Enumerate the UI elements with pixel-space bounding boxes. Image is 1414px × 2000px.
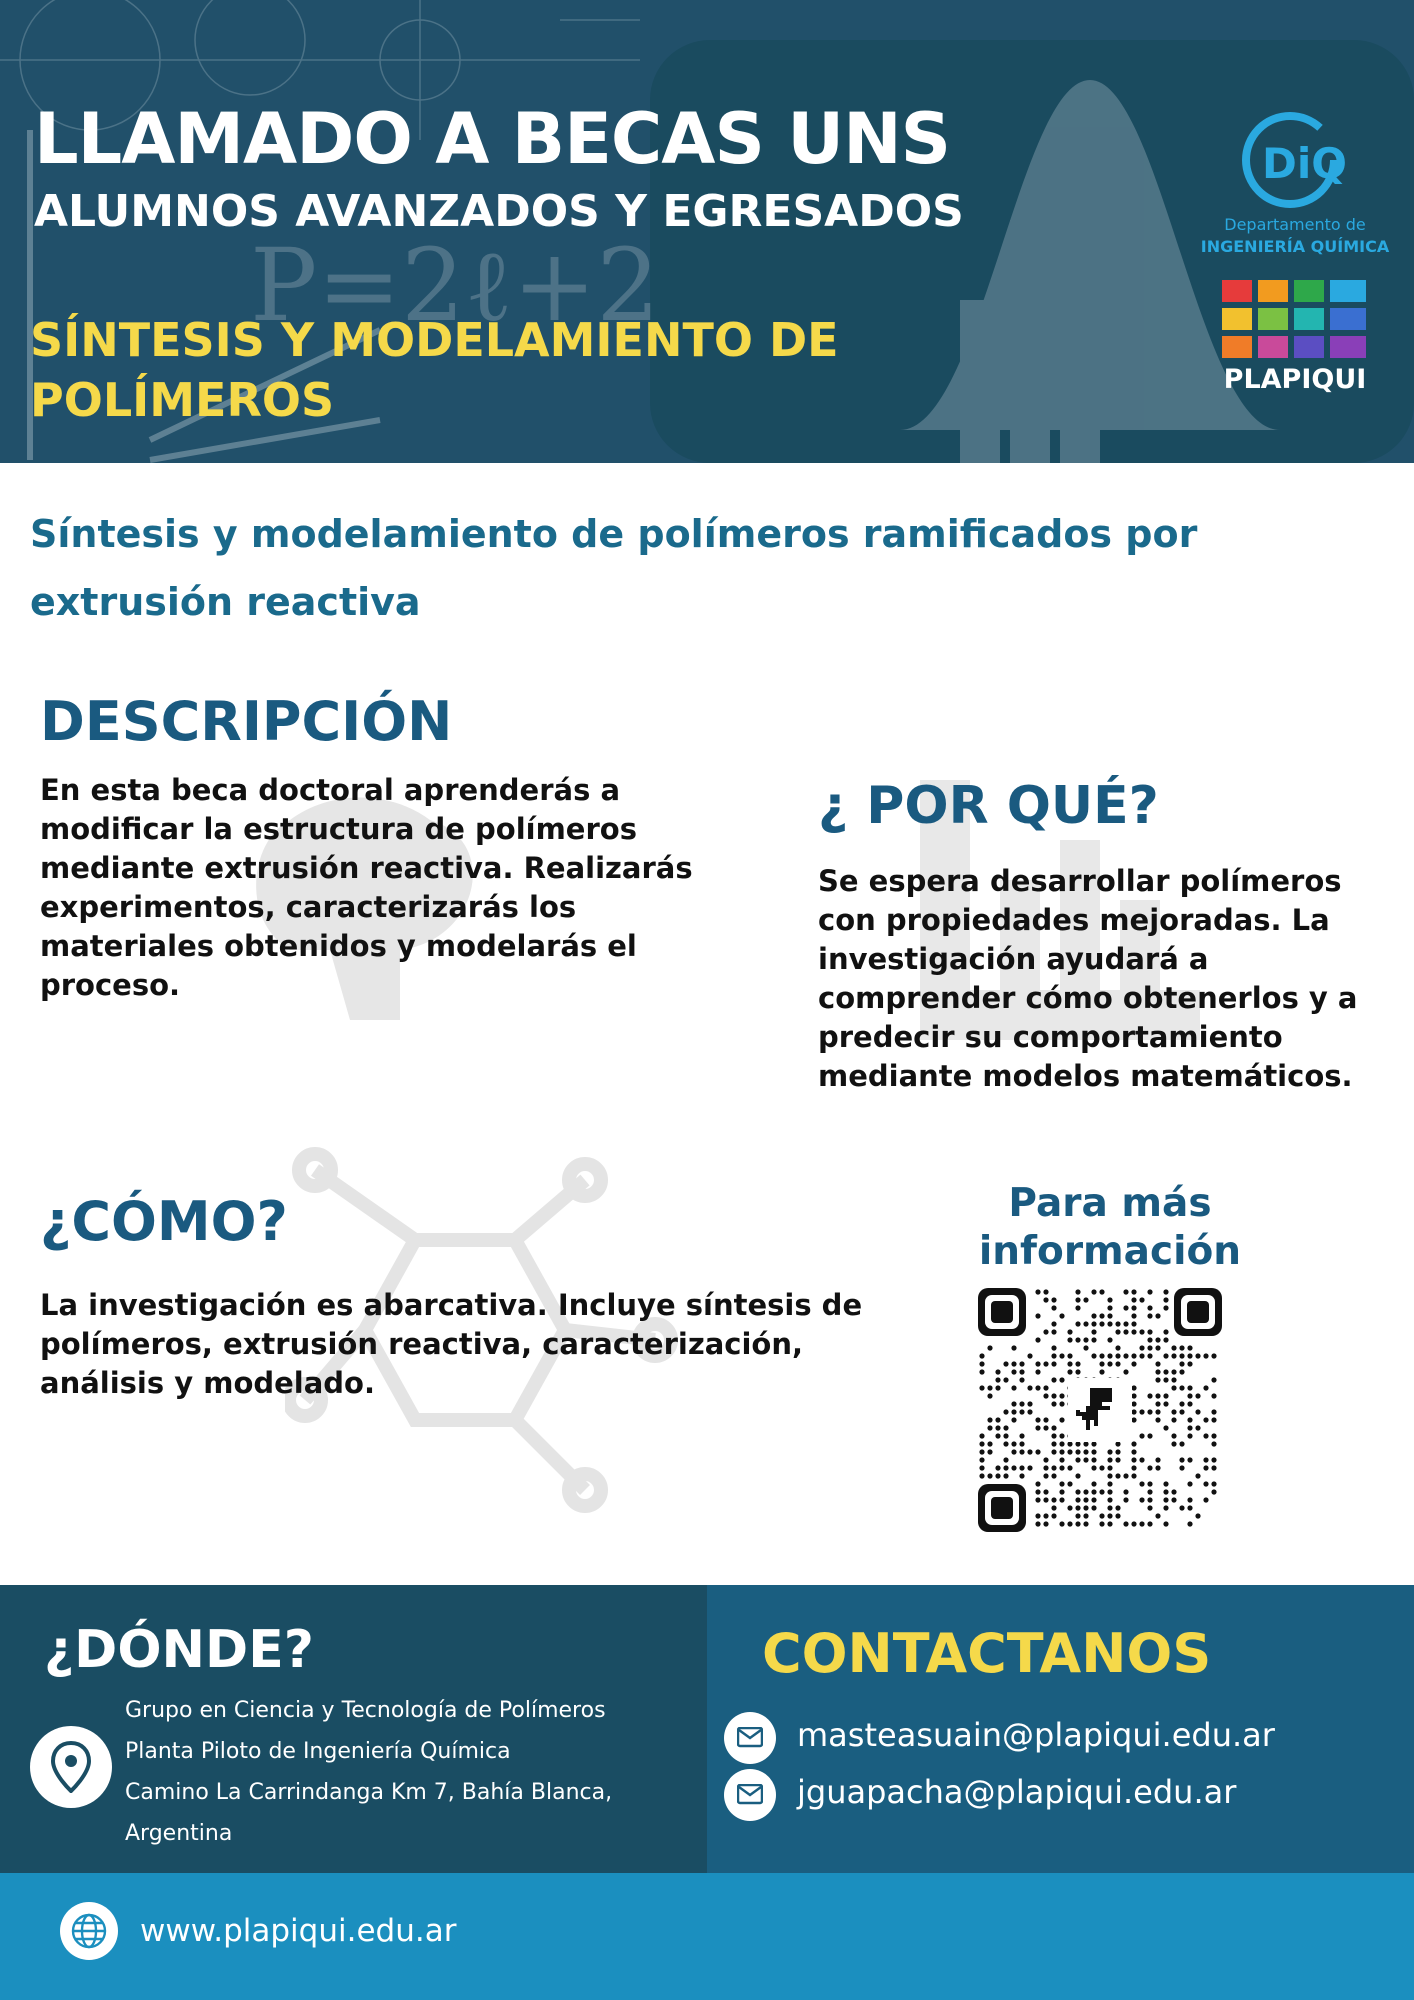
svg-text:DiQ: DiQ [1262,139,1347,188]
svg-text:P=2ℓ+2: P=2ℓ+2 [250,227,661,344]
address-line: Camino La Carrindanga Km 7, Bahía Blanca, [125,1780,613,1805]
topic-title: SÍNTESIS Y MODELAMIENTO DE POLÍMEROS [30,313,839,427]
qr-code-icon[interactable] [978,1288,1222,1532]
why-heading: ¿ POR QUÉ? [818,776,1159,836]
project-title: Síntesis y modelamiento de polímeros ramificados por extrusión reactiva [30,512,1198,624]
email-row[interactable] [724,1767,1404,1819]
envelope-icon [724,1769,776,1821]
plapiqui-logo-icon [1220,278,1370,360]
plapiqui-logo-text: PLAPIQUI [1223,364,1367,395]
header-banner [0,0,1414,463]
address-line: Argentina [125,1821,233,1846]
call-title: LLAMADO A BECAS UNS [34,98,951,180]
how-heading: ¿CÓMO? [40,1190,288,1253]
email-row[interactable] [724,1710,1404,1762]
call-subtitle: ALUMNOS AVANZADOS Y EGRESADOS [34,186,964,237]
how-text: La investigación es abarcativa. Incluye síntesis de polímeros, extrusión reactiva, caracterización, análisis y modelado. [40,1288,863,1400]
email-link[interactable]: jguapacha@plapiqui.edu.ar [797,1773,1237,1811]
address-line: Grupo en Ciencia y Tecnología de Polímeros [125,1698,606,1723]
envelope-icon [724,1712,776,1764]
location-pin-icon [30,1726,112,1808]
website-link[interactable]: www.plapiqui.edu.ar [140,1913,457,1949]
address-block [125,1690,705,1854]
globe-icon [60,1902,118,1960]
address-line: Planta Piloto de Ingeniería Química [125,1739,511,1764]
description-heading: DESCRIPCIÓN [40,690,453,753]
more-info-label: Para más información [978,1181,1242,1274]
why-text: Se espera desarrollar polímeros con propiedades mejoradas. La investigación ayudará a comprender cómo obtenerlos y a predecir su comportamiento mediante modelos matemáticos. [818,864,1358,1093]
description-text: En esta beca doctoral aprenderás a modificar la estructura de polímeros mediante extrusión reactiva. Realizarás experimentos, caracterizarás los materiales obtenidos y modelarás el proceso. [40,773,693,1002]
contact-heading: CONTACTANOS [762,1622,1212,1685]
department-logo-text: Departamento de INGENIERÍA QUÍMICA [1200,215,1390,256]
email-link[interactable]: masteasuain@plapiqui.edu.ar [797,1716,1275,1754]
where-heading: ¿DÓNDE? [44,1620,314,1680]
